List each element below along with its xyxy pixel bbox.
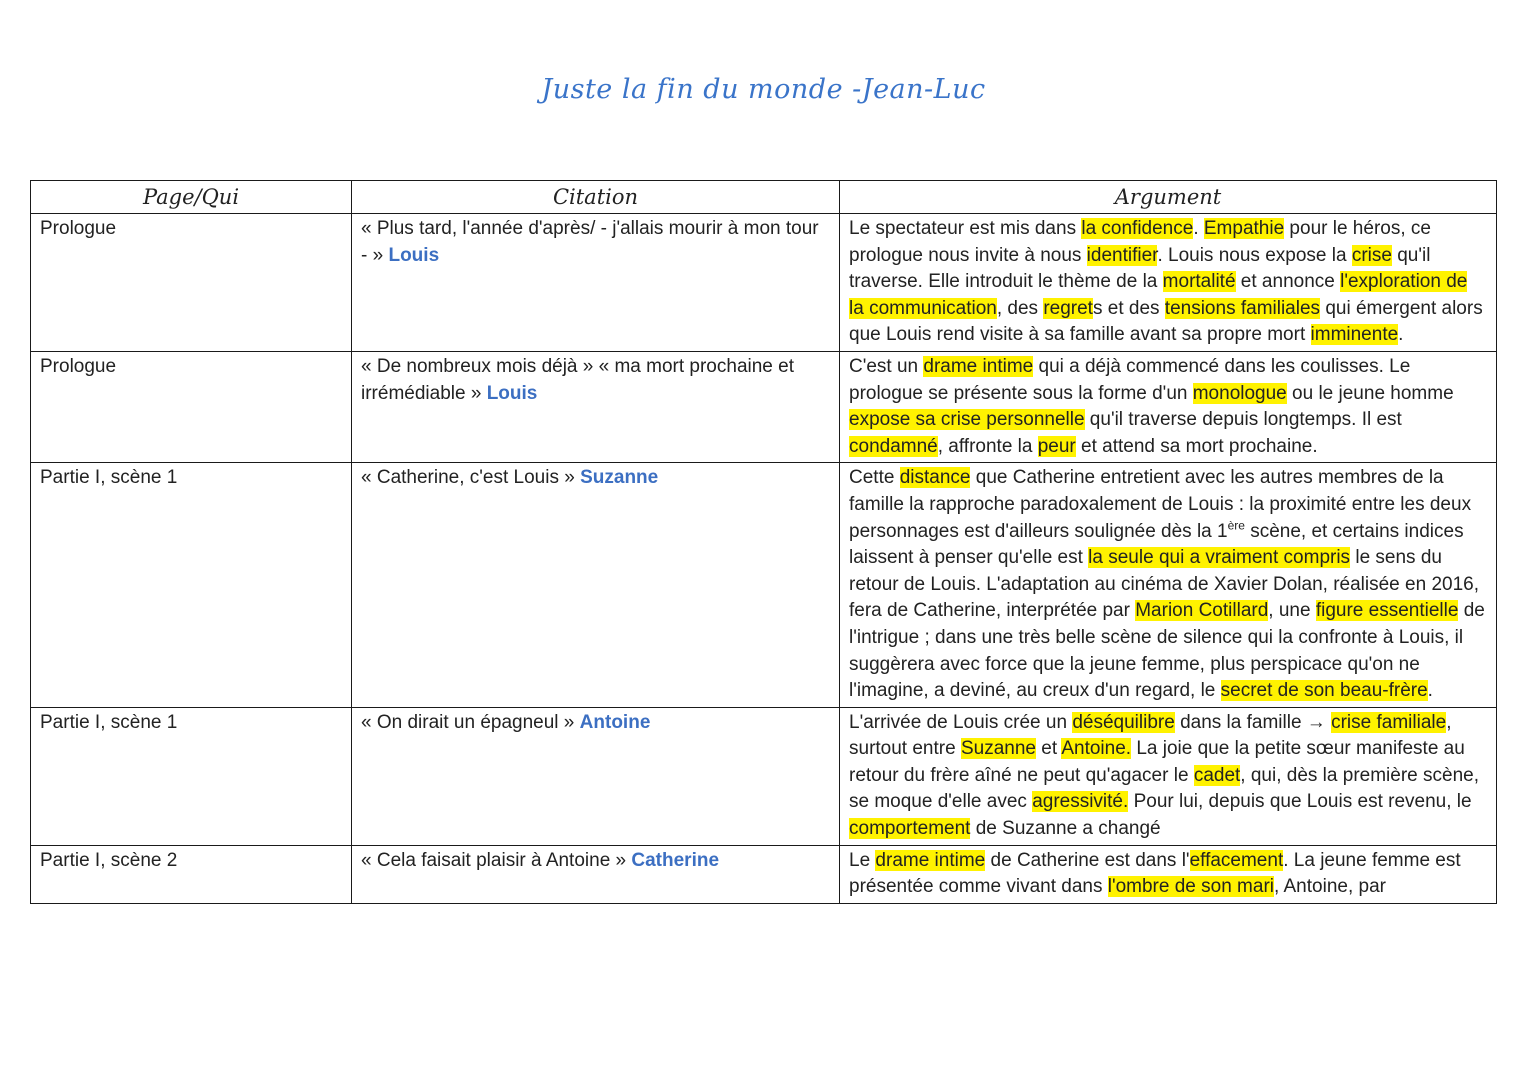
citation-table: [30, 180, 1497, 904]
table-header-row: [31, 181, 1497, 214]
highlighted-text: drame intime: [923, 355, 1034, 377]
argument-text: .: [1193, 218, 1204, 239]
argument-text: C'est un: [849, 355, 924, 377]
argument-cell: [840, 845, 1497, 903]
quote-cell: [352, 463, 840, 707]
highlighted-text: Antoine.: [1061, 738, 1132, 760]
argument-text: pour le héros, ce prologue nous invite à nous: [849, 218, 1431, 266]
quote-cell: [352, 351, 840, 462]
argument-text: , surtout entre: [849, 711, 1452, 760]
highlighted-text: Suzanne: [960, 738, 1036, 760]
table-row: [31, 707, 1497, 845]
highlighted-text: distance: [899, 467, 971, 489]
page-cell: Partie I, scène 2: [31, 845, 352, 903]
highlighted-text: condamné: [849, 435, 938, 457]
quote-cell: [352, 845, 840, 903]
argument-text: qu'il traverse. Elle introduit le thème de la: [849, 244, 1431, 293]
speaker-name: Louis: [486, 382, 538, 404]
argument-text: de Catherine est dans l': [985, 849, 1190, 871]
argument-text: qu'il traverse depuis longtemps. Il est: [1084, 409, 1402, 431]
argument-text: de l'intrigue ; dans une très belle scène de silence qui la confronte à Louis, il suggèrera avec force que la jeune femme, plus perspicace qu'on ne l'imagine, a deviné, au creux d'un regard, le: [849, 600, 1485, 702]
superscript-text: ère: [1227, 518, 1245, 533]
table-row: [31, 845, 1497, 903]
highlighted-text: l'exploration de la communication: [849, 271, 1468, 319]
argument-text: que Catherine entretient avec les autres membres de la famille la rapproche paradoxalement de Louis : la proximité entre les deux personnages est d'ailleurs soulignée dès la 1: [849, 467, 1472, 542]
page-cell: Partie I, scène 1: [31, 707, 352, 845]
quote-cell: [352, 707, 840, 845]
highlighted-text: drame intime: [875, 849, 986, 871]
argument-text: , une: [1268, 600, 1316, 622]
highlighted-text: identifier: [1086, 244, 1158, 266]
highlighted-text: secret de son beau-frère: [1220, 680, 1428, 702]
highlighted-text: crise familiale: [1331, 711, 1447, 733]
header-citation: Citation: [352, 181, 840, 214]
argument-cell: [840, 214, 1497, 352]
document-title: Juste la fin du monde -Jean-Luc: [541, 74, 986, 105]
argument-text: qui émergent alors que Louis rend visite à sa famille avant sa propre mort: [849, 297, 1483, 346]
highlighted-text: déséquilibre: [1072, 711, 1175, 733]
quote-text: « De nombreux mois déjà » « ma mort prochaine et irrémédiable »: [361, 355, 794, 404]
argument-text: . Louis nous expose la: [1157, 244, 1352, 266]
page-cell: Partie I, scène 1: [31, 463, 352, 707]
quote-text: « Cela faisait plaisir à Antoine »: [361, 849, 627, 871]
argument-text: , Antoine, par: [1274, 876, 1386, 898]
table-row: [31, 463, 1497, 707]
argument-text: Pour lui, depuis que Louis est revenu, le: [1128, 791, 1472, 813]
header-page-qui: Page/Qui: [31, 181, 352, 214]
argument-text: et: [1035, 738, 1062, 760]
highlighted-text: la seule qui a vraiment compris: [1088, 547, 1351, 569]
argument-text: Le: [849, 849, 876, 871]
argument-cell: [840, 707, 1497, 845]
page-cell: Prologue: [31, 351, 352, 462]
argument-text: ou le jeune homme: [1286, 382, 1454, 404]
argument-text: et attend sa mort prochaine.: [1075, 435, 1318, 457]
table-row: [31, 351, 1497, 462]
argument-text: , des: [996, 297, 1044, 319]
argument-cell: [840, 351, 1497, 462]
quote-text: « On dirait un épagneul »: [361, 711, 575, 733]
highlighted-text: effacement: [1189, 849, 1284, 871]
quote-cell: [352, 214, 840, 352]
argument-text: . La jeune femme est présentée comme vivant dans: [849, 849, 1461, 898]
highlighted-text: la confidence: [1081, 218, 1194, 239]
highlighted-text: comportement: [849, 818, 971, 840]
highlighted-text: cadet: [1193, 764, 1241, 786]
highlighted-text: peur: [1037, 435, 1076, 457]
highlighted-text: figure essentielle: [1315, 600, 1459, 622]
highlighted-text: agressivité.: [1032, 791, 1129, 813]
argument-text: s et des: [1092, 297, 1165, 319]
argument-text: et annonce: [1235, 271, 1341, 293]
argument-text: Le spectateur est mis dans: [849, 218, 1082, 239]
argument-text: .: [1398, 324, 1404, 346]
argument-text: le sens du retour de Louis. L'adaptation au cinéma de Xavier Dolan, réalisée en 2016, fera de Catherine, interprétée par: [849, 547, 1479, 622]
argument-text: L'arrivée de Louis crée un: [849, 711, 1073, 733]
argument-text: .: [1427, 680, 1433, 702]
highlighted-text: monologue: [1192, 382, 1287, 404]
argument-text: , affronte la: [937, 435, 1038, 457]
argument-text: , qui, dès la première scène, se moque d'elle avec: [849, 764, 1479, 813]
highlighted-text: regret: [1043, 297, 1093, 319]
highlighted-text: mortalité: [1162, 271, 1236, 293]
highlighted-text: l'ombre de son mari: [1107, 876, 1274, 898]
highlighted-text: tensions familiales: [1164, 297, 1321, 319]
page-cell: Prologue: [31, 214, 352, 352]
argument-text: qui a déjà commencé dans les coulisses. Le prologue se présente sous la forme d'un: [849, 355, 1411, 404]
argument-text: dans la famille →: [1174, 711, 1332, 733]
highlighted-text: crise: [1351, 244, 1392, 266]
argument-text: Cette: [849, 467, 900, 489]
speaker-name: Catherine: [631, 849, 720, 871]
highlighted-text: Empathie: [1203, 218, 1285, 239]
argument-text: La joie que la petite sœur manifeste au retour du frère aîné ne peut qu'agacer le: [849, 738, 1465, 786]
highlighted-text: Marion Cotillard: [1135, 600, 1269, 622]
highlighted-text: imminente: [1310, 324, 1399, 346]
argument-text: de Suzanne a changé: [970, 818, 1161, 840]
argument-cell: [840, 463, 1497, 707]
speaker-name: Suzanne: [580, 467, 659, 489]
argument-text: scène, et certains indices laissent à penser qu'elle est: [849, 520, 1464, 569]
quote-text: « Catherine, c'est Louis »: [361, 467, 575, 489]
speaker-name: Louis: [388, 244, 440, 266]
table-row: [31, 214, 1497, 352]
header-argument: Argument: [840, 181, 1497, 214]
quote-text: « Plus tard, l'année d'après/ - j'allais mourir à mon tour - »: [361, 218, 819, 266]
highlighted-text: expose sa crise personnelle: [849, 409, 1085, 431]
speaker-name: Antoine: [579, 711, 651, 733]
